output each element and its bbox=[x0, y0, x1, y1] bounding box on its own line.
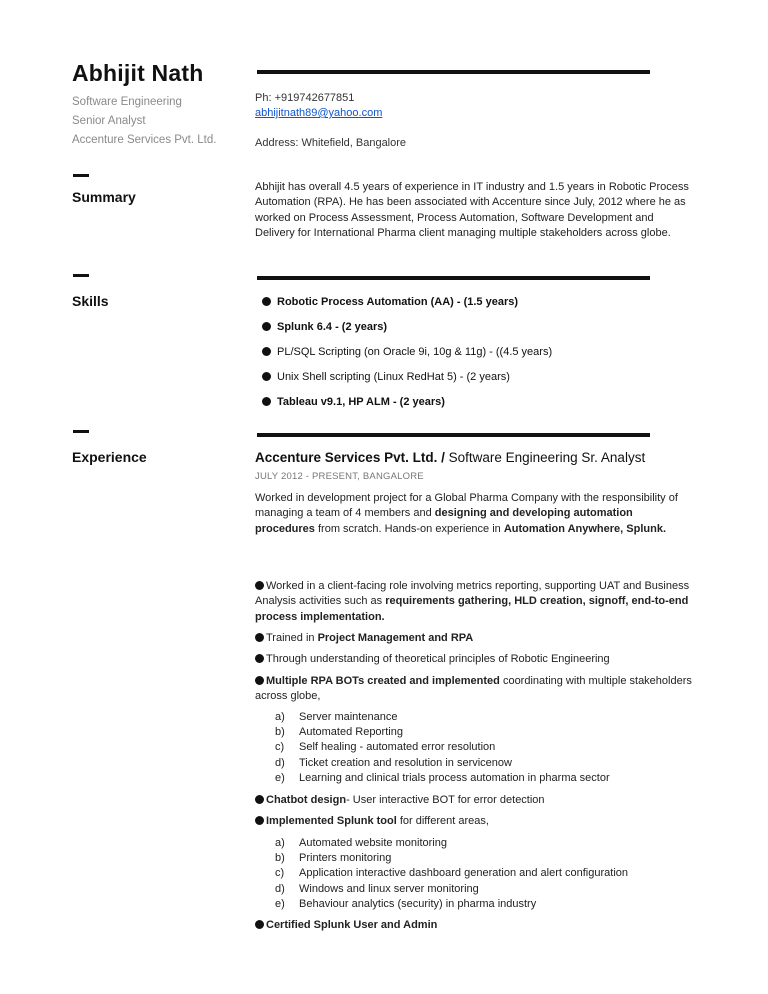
list-item: e) Learning and clinical trials process automation in pharma sector bbox=[275, 771, 610, 784]
bullet-icon bbox=[255, 920, 264, 929]
bullet-icon bbox=[262, 397, 271, 406]
job-title: Accenture Services Pvt. Ltd. / Software Engineering Sr. Analyst bbox=[255, 450, 646, 465]
bullet-icon bbox=[262, 347, 271, 356]
rpa-bots-list bbox=[275, 710, 610, 786]
email-link[interactable]: abhijitnath89@yahoo.com bbox=[255, 107, 383, 119]
skills-section-marker bbox=[73, 274, 89, 277]
bullet-icon bbox=[262, 297, 271, 306]
subtitle-company: Accenture Services Pvt. Ltd. bbox=[72, 134, 217, 146]
summary-text: Abhijit has overall 4.5 years of experience in IT industry and 1.5 years in Robotic Process Automation (RPA). He has been associated with Accenture since July, 2012 where he as worked on Process Assessment, Process Automation, Software Development and Delivery for International Pharma client managing multiple stakeholders across globe. bbox=[255, 181, 689, 240]
experience-bullet: Certified Splunk User and Admin bbox=[255, 918, 695, 933]
splunk-areas-list bbox=[275, 836, 628, 912]
list-item: b) Automated Reporting bbox=[275, 726, 403, 739]
header-divider bbox=[257, 70, 650, 74]
list-item: a) Server maintenance bbox=[275, 711, 398, 723]
subtitle-department: Software Engineering bbox=[72, 96, 182, 108]
job-dates: JULY 2012 - PRESENT, BANGALORE bbox=[255, 471, 424, 482]
list-item: b) Printers monitoring bbox=[275, 852, 392, 865]
list-item: a) Automated website monitoring bbox=[275, 837, 447, 849]
experience-heading: Experience bbox=[72, 449, 147, 465]
skill-item: Unix Shell scripting (Linux RedHat 5) - (2 years) bbox=[262, 371, 510, 383]
bullet-icon bbox=[262, 322, 271, 331]
skills-heading: Skills bbox=[72, 293, 109, 309]
phone-number: Ph: +919742677851 bbox=[255, 92, 355, 104]
skill-item: Splunk 6.4 - (2 years) bbox=[262, 321, 387, 333]
skill-item: Tableau v9.1, HP ALM - (2 years) bbox=[262, 396, 445, 408]
bullet-icon bbox=[255, 676, 264, 685]
bullet-icon bbox=[255, 581, 264, 590]
skill-item: PL/SQL Scripting (on Oracle 9i, 10g & 11g) - ((4.5 years) bbox=[262, 346, 552, 358]
list-item: d) Windows and linux server monitoring bbox=[275, 882, 479, 895]
bullet-icon bbox=[255, 633, 264, 642]
candidate-name: Abhijit Nath bbox=[72, 60, 204, 86]
summary-section-marker bbox=[73, 174, 89, 177]
experience-divider bbox=[257, 433, 650, 437]
list-item: d) Ticket creation and resolution in servicenow bbox=[275, 756, 512, 769]
address: Address: Whitefield, Bangalore bbox=[255, 137, 407, 149]
job-description: Worked in development project for a Global Pharma Company with the responsibility of managing a team of 4 members and designing and developing automation procedures from scratch. Hands-on experience in Automation Anywhere, Splunk. bbox=[255, 492, 678, 535]
summary-heading: Summary bbox=[72, 189, 136, 205]
bullet-icon bbox=[255, 816, 264, 825]
experience-bullet: Trained in Project Management and RPA bbox=[255, 631, 695, 646]
experience-bullet: Multiple RPA BOTs created and implemented coordinating with multiple stakeholders across globe, bbox=[255, 675, 692, 703]
skill-item: Robotic Process Automation (AA) - (1.5 years) bbox=[262, 296, 518, 308]
subtitle-position: Senior Analyst bbox=[72, 115, 146, 127]
list-item: c) Application interactive dashboard generation and alert configuration bbox=[275, 867, 628, 880]
experience-section-marker bbox=[73, 430, 89, 433]
bullet-icon bbox=[262, 372, 271, 381]
bullet-icon bbox=[255, 654, 264, 663]
skills-divider bbox=[257, 276, 650, 280]
bullet-icon bbox=[255, 795, 264, 804]
list-item: e) Behaviour analytics (security) in pharma industry bbox=[275, 897, 537, 910]
list-item: c) Self healing - automated error resolution bbox=[275, 741, 496, 754]
experience-bullet: Through understanding of theoretical principles of Robotic Engineering bbox=[255, 652, 695, 667]
experience-bullet: Worked in a client-facing role involving metrics reporting, supporting UAT and Business Analysis activities such as requirements gathering, HLD creation, signoff, end-to-end process implementation. bbox=[255, 580, 690, 623]
experience-bullet: Chatbot design- User interactive BOT for error detection bbox=[255, 793, 695, 808]
experience-bullet: Implemented Splunk tool for different areas, bbox=[255, 814, 695, 829]
